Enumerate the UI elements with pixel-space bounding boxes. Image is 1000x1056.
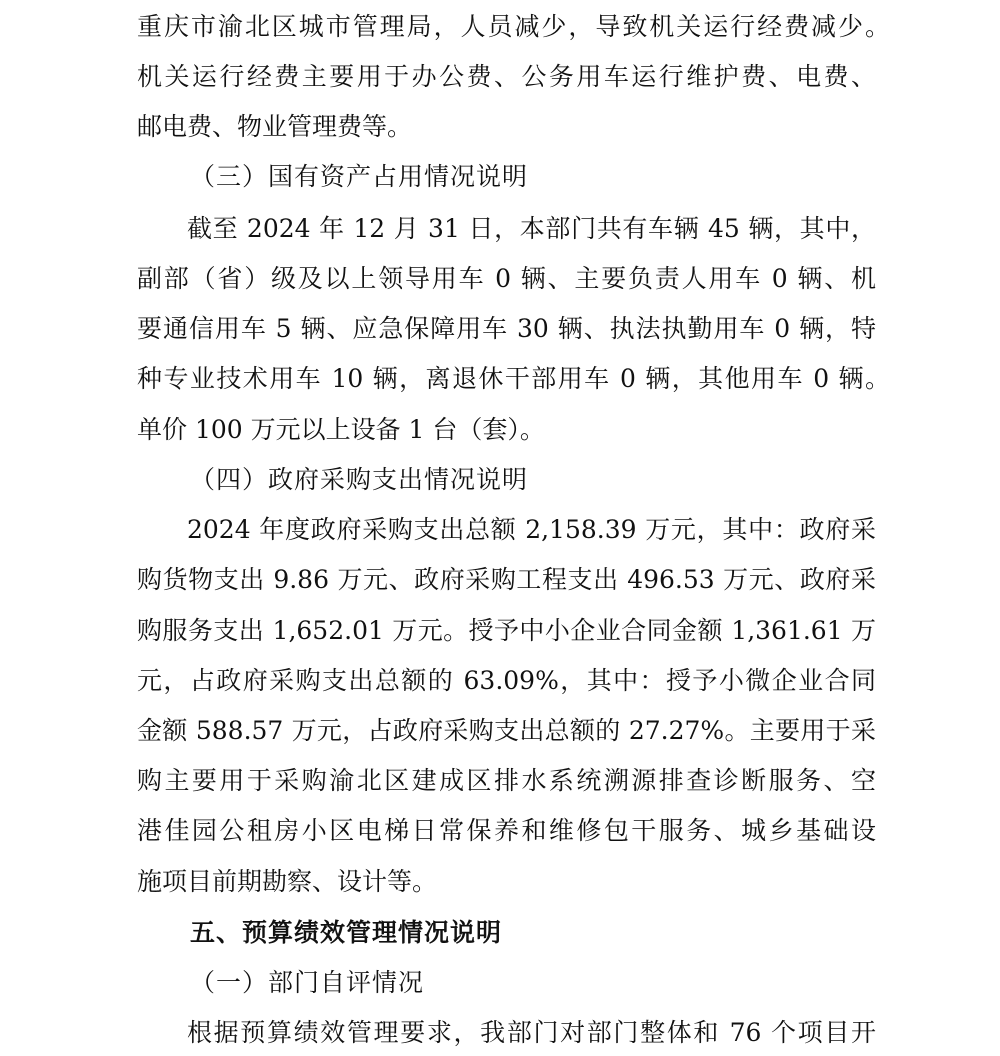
body-text-line: 购货物支出 9.86 万元、政府采购工程支出 496.53 万元、政府采 bbox=[137, 565, 876, 594]
chapter-heading-performance: 五、预算绩效管理情况说明 bbox=[190, 918, 503, 947]
section-heading-self-evaluation: （一）部门自评情况 bbox=[190, 968, 425, 997]
body-text-line: 根据预算绩效管理要求，我部门对部门整体和 76 个项目开 bbox=[187, 1018, 876, 1047]
body-text-line: 单价 100 万元以上设备 1 台（套）。 bbox=[137, 415, 545, 444]
body-text-line: 施项目前期勘察、设计等。 bbox=[137, 867, 438, 896]
body-text-line: 要通信用车 5 辆、应急保障用车 30 辆、执法执勤用车 0 辆，特 bbox=[137, 314, 876, 343]
body-text-line: 元，占政府采购支出总额的 63.09%，其中：授予小微企业合同 bbox=[137, 666, 876, 695]
body-text-line: 2024 年度政府采购支出总额 2,158.39 万元，其中：政府采 bbox=[187, 515, 876, 544]
body-text-line: 购服务支出 1,652.01 万元。授予中小企业合同金额 1,361.61 万 bbox=[137, 616, 876, 645]
body-text-line: 购主要用于采购渝北区建成区排水系统溯源排查诊断服务、空 bbox=[137, 766, 876, 795]
body-text-line: 邮电费、物业管理费等。 bbox=[137, 112, 413, 141]
body-text-line: 机关运行经费主要用于办公费、公务用车运行维护费、电费、 bbox=[137, 62, 876, 91]
section-heading-procurement: （四）政府采购支出情况说明 bbox=[190, 465, 529, 494]
body-text-line: 金额 588.57 万元，占政府采购支出总额的 27.27%。主要用于采 bbox=[137, 716, 876, 745]
body-text-line: 种专业技术用车 10 辆，离退休干部用车 0 辆，其他用车 0 辆。 bbox=[137, 364, 890, 393]
body-text-line: 副部（省）级及以上领导用车 0 辆、主要负责人用车 0 辆、机 bbox=[137, 264, 876, 293]
section-heading-assets: （三）国有资产占用情况说明 bbox=[190, 162, 529, 191]
body-text-line: 港佳园公租房小区电梯日常保养和维修包干服务、城乡基础设 bbox=[137, 816, 876, 845]
body-text-line: 重庆市渝北区城市管理局，人员减少，导致机关运行经费减少。 bbox=[137, 12, 890, 41]
body-text-line: 截至 2024 年 12 月 31 日，本部门共有车辆 45 辆，其中， bbox=[187, 214, 876, 243]
